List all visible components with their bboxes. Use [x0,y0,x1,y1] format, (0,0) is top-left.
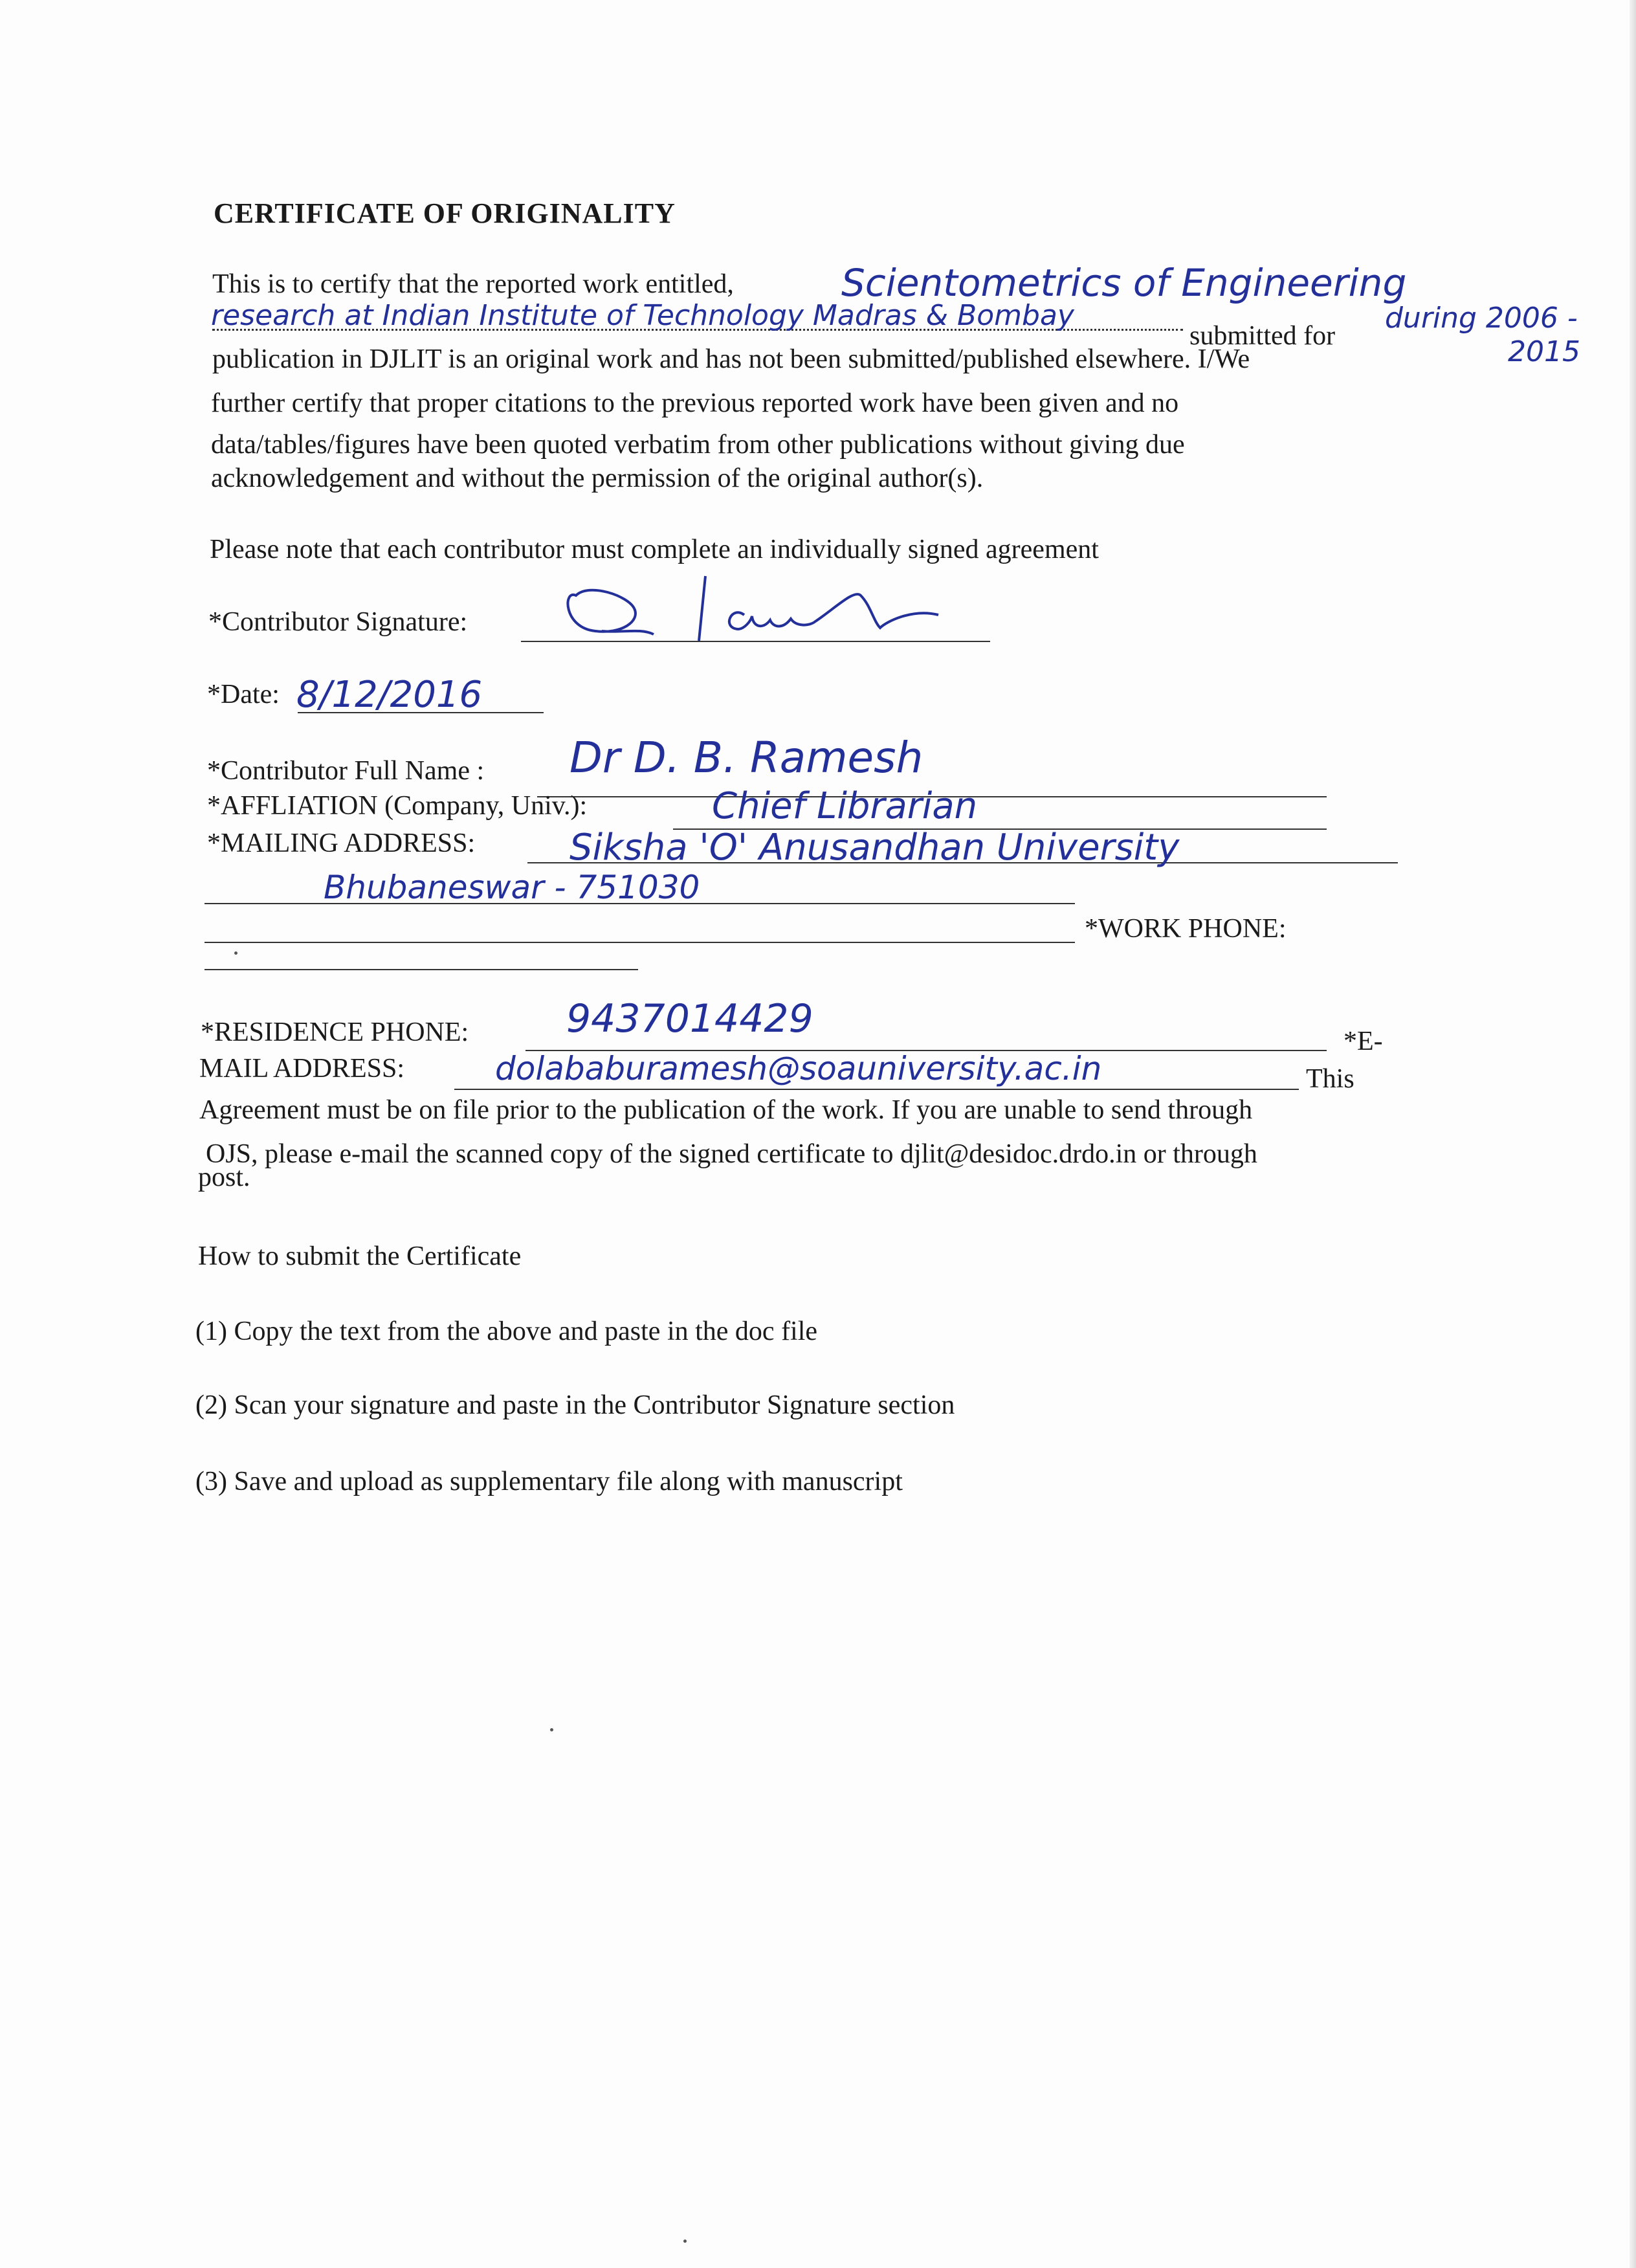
handwritten-date: 8/12/2016 [296,674,483,716]
agreement-line-2: OJS, please e-mail the scanned copy of the signed certificate to djlit@desidoc.drdo.in or through [206,1139,1257,1169]
handwritten-full-name: Dr D. B. Ramesh [569,733,923,783]
scan-speck [550,1728,553,1731]
mailing-address-label: *MAILING ADDRESS: [207,828,476,858]
mailing-address-line-3 [204,942,1075,943]
agreement-line-1: Agreement must be on file prior to the publication of the work. If you are unable to send through [199,1095,1253,1125]
handwritten-email: dolababuramesh@soauniversity.ac.in [495,1050,1102,1087]
affiliation-label: *AFFLIATION (Company, Univ.): [207,791,588,821]
certify-line-1: This is to certify that the reported work entitled, [212,269,734,299]
handwritten-title-part-2: research at Indian Institute of Technology Madras & Bombay [211,299,1074,332]
scan-edge-shadow [1630,0,1636,2268]
how-to-step-3: (3) Save and upload as supplementary file along with manuscript [195,1467,903,1496]
handwritten-title-part-1: Scientometrics of Engineering [841,261,1407,305]
email-label-part-2: MAIL ADDRESS: [199,1054,404,1084]
work-phone-line [204,969,638,970]
contributor-signature-image [550,570,951,647]
how-to-step-2: (2) Scan your signature and paste in the Contributor Signature section [195,1390,955,1420]
full-name-label: *Contributor Full Name : [207,756,485,786]
document-title: CERTIFICATE OF ORIGINALITY [214,197,676,229]
handwritten-address-line-2: Bhubaneswar - 751030 [324,869,700,906]
certify-line-5: data/tables/figures have been quoted verbatim from other publications without giving due [211,430,1185,460]
handwritten-title-part-4: 2015 [1508,335,1580,368]
agreement-line-3: post. [198,1162,250,1192]
handwritten-title-part-3: during 2006 - [1385,302,1578,335]
work-phone-label: *WORK PHONE: [1085,914,1287,944]
signature-label: *Contributor Signature: [208,607,468,637]
certify-line-6: acknowledgement and without the permission of the original author(s). [211,463,984,493]
scan-speck [683,2240,687,2243]
email-line [454,1089,1299,1090]
how-to-step-1: (1) Copy the text from the above and paste in the doc file [195,1317,818,1346]
handwritten-affiliation: Chief Librarian [712,785,978,827]
how-to-heading: How to submit the Certificate [198,1241,522,1271]
note-text: Please note that each contributor must complete an individually signed agreement [210,535,1099,564]
handwritten-address-line-1: Siksha 'O' Anusandhan University [569,827,1180,869]
submitted-for-text: submitted for [1189,321,1336,351]
this-text: This [1306,1064,1354,1094]
email-label-part-1: *E- [1343,1027,1383,1056]
date-label: *Date: [207,680,280,709]
scan-speck [234,951,238,955]
residence-phone-label: *RESIDENCE PHONE: [201,1017,469,1047]
certify-line-3: publication in DJLIT is an original work and has not been submitted/published elsewhere. I/We [212,344,1250,374]
handwritten-residence-phone: 9437014429 [566,996,813,1041]
certify-line-4: further certify that proper citations to the previous reported work have been given and no [211,388,1179,418]
